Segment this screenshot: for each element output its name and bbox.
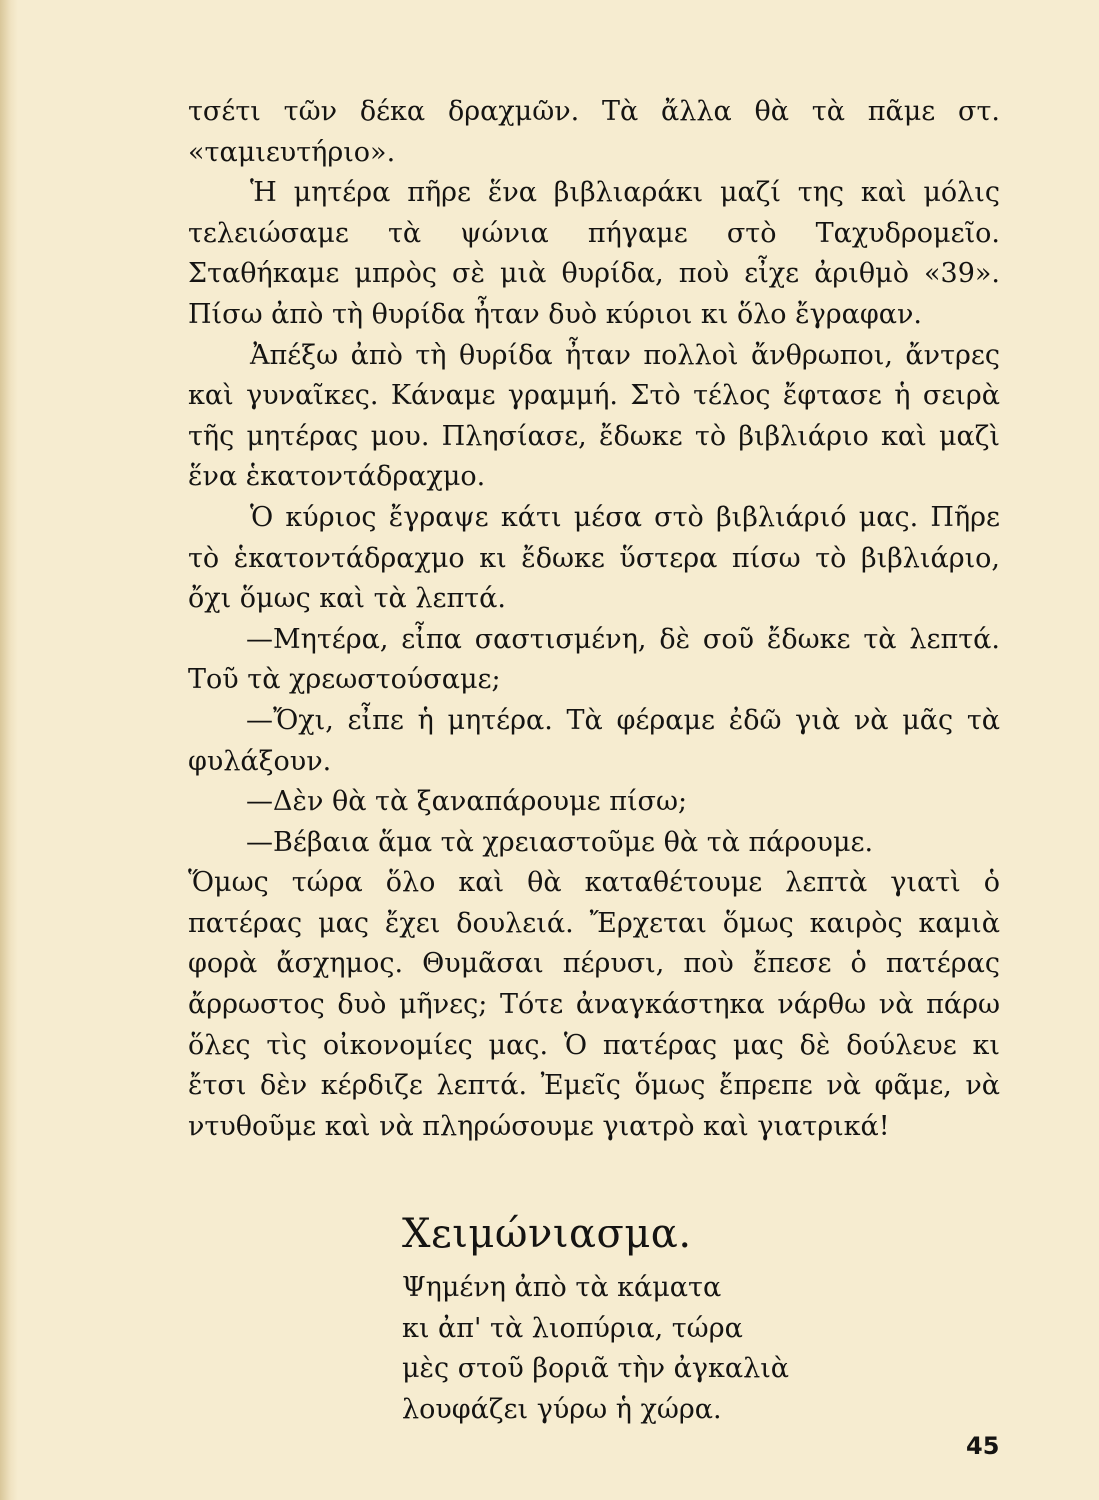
dialogue-line: —Δὲν θὰ τὰ ξαναπάρουμε πίσω;: [246, 786, 688, 818]
page-binding-edge: [0, 0, 18, 1500]
poem: [402, 1268, 789, 1430]
poem-title: Χειμώνιασμα.: [402, 1211, 692, 1257]
poem-line: μὲς στοῦ βοριᾶ τὴν ἀγκαλιὰ: [402, 1353, 790, 1384]
poem-line: Ψημένη ἀπὸ τὰ κάματα: [402, 1272, 722, 1303]
poem-line: κι ἀπ' τὰ λιοπύρια, τώρα: [402, 1312, 743, 1344]
paragraph: Ἀπέξω ἀπὸ τὴ θυρίδα ἦταν πολλοὶ ἄνθρωποι, ἄντρες καὶ γυναῖκες. Κάναμε γραμμή. Στὸ τέλος ἔφτασε ἡ σειρὰ τῆς μητέρας μου. Πλησίασε, ἔδωκε τὸ βιβλιάριο καὶ μαζὶ ἕνα ἑκατοντάδραχμο.: [188, 339, 1000, 493]
dialogue-line: —Ὄχι, εἶπε ἡ μητέρα. Τὰ φέραμε ἐδῶ γιὰ νὰ μᾶς τὰ φυλάξουν.: [188, 704, 1000, 777]
body-text: [188, 92, 1000, 1147]
paragraph: Ὅμως τώρα ὅλο καὶ θὰ καταθέτουμε λεπτὰ γιατὶ ὁ πατέρας μας ἔχει δουλειά. Ἔρχεται ὅμως καιρὸς καμιὰ φορὰ ἄσχημος. Θυμᾶσαι πέρυσι, ποὺ ἔπεσε ὁ πατέρας ἄρρωστος δυὸ μῆνες; Τότε ἀναγκάστηκα νάρθω νὰ πάρω ὅλες τὶς οἰκονομίες μας. Ὁ πατέρας μας δὲ δούλευε κι ἔτσι δὲν κέρδιζε λεπτά. Ἐμεῖς ὅμως ἔπρεπε νὰ φᾶμε, νὰ ντυθοῦμε καὶ νὰ πληρώσουμε γιατρὸ καὶ γιατρικά!: [188, 867, 1000, 1142]
paragraph: Ἡ μητέρα πῆρε ἕνα βιβλιαράκι μαζί της καὶ μόλις τελειώσαμε τὰ ψώνια πήγαμε στὸ Ταχυδρομεῖο. Σταθήκαμε μπρὸς σὲ μιὰ θυρίδα, ποὺ εἶχε ἀριθμὸ «39». Πίσω ἀπὸ τὴ θυρίδα ἦταν δυὸ κύριοι κι ὅλο ἔγραφαν.: [188, 177, 1000, 330]
paragraph: τσέτι τῶν δέκα δραχμῶν. Τὰ ἄλλα θὰ τὰ πᾶμε στ. «ταμιευτήριο».: [188, 96, 1000, 168]
dialogue-line: —Βέβαια ἅμα τὰ χρειαστοῦμε θὰ τὰ πάρουμε.: [246, 826, 874, 858]
dialogue-line: —Μητέρα, εἶπα σαστισμένη, δὲ σοῦ ἔδωκε τὰ λεπτά. Τοῦ τὰ χρεωστούσαμε;: [188, 623, 1000, 696]
paragraph: Ὁ κύριος ἔγραψε κάτι μέσα στὸ βιβλιάριό μας. Πῆρε τὸ ἑκατοντάδραχμο κι ἔδωκε ὕστερα πίσω τὸ βιβλιάριο, ὄχι ὅμως καὶ τὰ λεπτά.: [188, 501, 1000, 615]
poem-line: λουφάζει γύρω ἡ χώρα.: [402, 1393, 722, 1425]
page-number: 45: [966, 1432, 1000, 1460]
